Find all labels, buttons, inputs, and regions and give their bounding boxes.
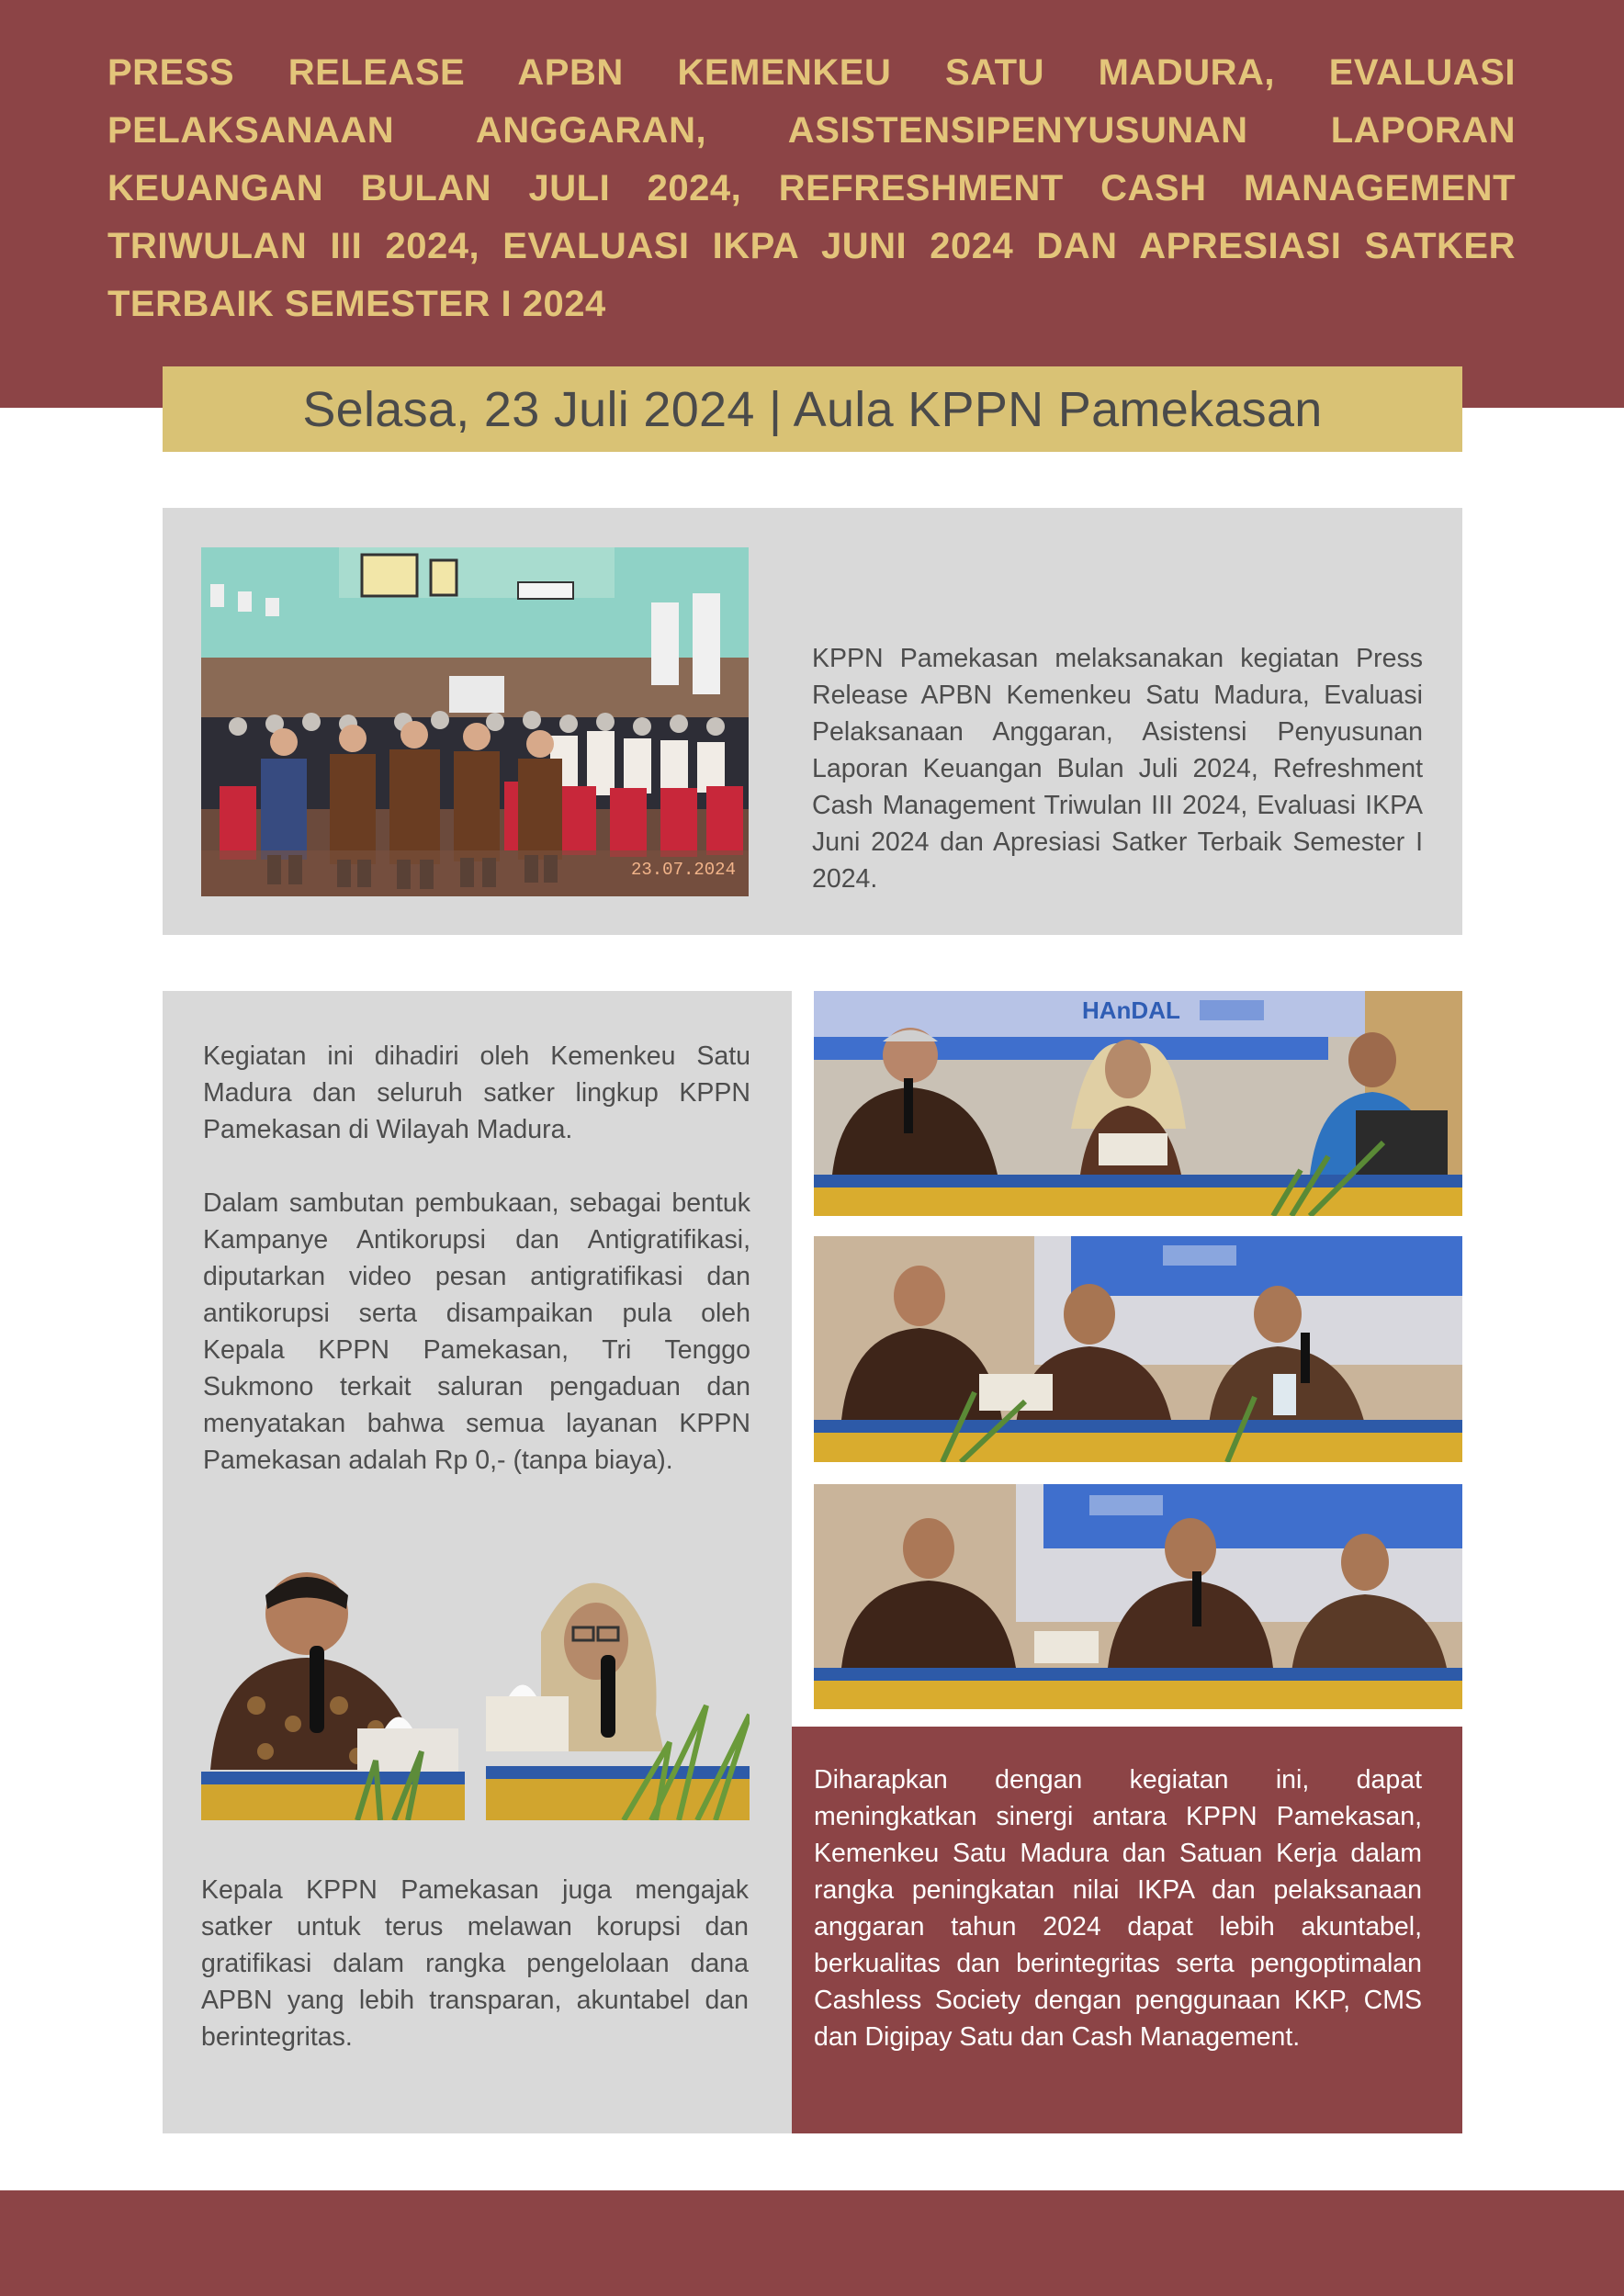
intro-paragraph: KPPN Pamekasan melaksanakan kegiatan Press Release APBN Kemenkeu Satu Madura, Evaluasi Pelaksanaan Anggaran, Asistensi Penyusunan Laporan Keuangan Bulan Juli 2024, Refreshment Cash Management Triwulan III 2024, Evaluasi IKPA Juni 2024 dan Apresiasi Satker Terbaik Semester I 2024. — [812, 644, 1423, 894]
panel-photo-3 — [814, 1484, 1462, 1709]
date-location-banner — [163, 366, 1462, 452]
footer-band — [0, 2190, 1624, 2296]
opening-paragraph: Dalam sambutan pembukaan, sebagai bentuk Kampanye Antikorupsi dan Antigratifikasi, diputarkan video pesan antigratifikasi dan antikorupsi serta disampaikan pula oleh Kepala KPPN Pamekasan, Tri Tenggo Sukmono terkait saluran pengaduan dan menyatakan bahwa semua layanan KPPN Pamekasan adalah Rp 0,- (tanpa biaya). — [203, 1188, 750, 1475]
page-title: PRESS RELEASE APBN KEMENKEU SATU MADURA, EVALUASI PELAKSANAAN ANGGARAN, ASISTENSIPENYUSUNAN LAPORAN KEUANGAN BULAN JULI 2024, REFRESHMENT CASH MANAGEMENT TRIWULAN III 2024, EVALUASI IKPA JUNI 2024 DAN APRESIASI SATKER TERBAIK SEMESTER I 2024 — [107, 52, 1516, 324]
panel-photo-2 — [814, 1236, 1462, 1462]
speaker-photo-male — [201, 1559, 465, 1820]
hope-paragraph: Diharapkan dengan kegiatan ini, dapat meningkatkan sinergi antara KPPN Pamekasan, Kemenkeu Satu Madura dan Satuan Kerja dalam rangka peningkatan nilai IKPA dan pelaksanaan anggaran tahun 2024 dapat lebih akuntabel, berkualitas dan berintegritas serta pengoptimalan Cashless Society dengan penggunaan KKP, CMS dan Digipay Satu dan Cash Management. — [814, 1765, 1422, 2052]
closing-paragraph: Kepala KPPN Pamekasan juga mengajak satker untuk terus melawan korupsi dan gratifikasi dalam rangka pengelolaan dana APBN yang lebih transparan, akuntabel dan berintegritas. — [201, 1875, 749, 2052]
speaker-photo-female — [486, 1559, 750, 1820]
group-photo — [201, 547, 749, 896]
attendance-paragraph: Kegiatan ini dihadiri oleh Kemenkeu Satu Madura dan seluruh satker lingkup KPPN Pamekasan di Wilayah Madura. — [203, 1041, 750, 1144]
photo-date-stamp: 23.07.2024 — [630, 860, 736, 880]
banner-logo-text: HAnDAL — [1082, 996, 1180, 1024]
panel-photo-1 — [814, 991, 1462, 1216]
date-location-text: Selasa, 23 Juli 2024 | Aula KPPN Pamekasan — [302, 381, 1323, 437]
